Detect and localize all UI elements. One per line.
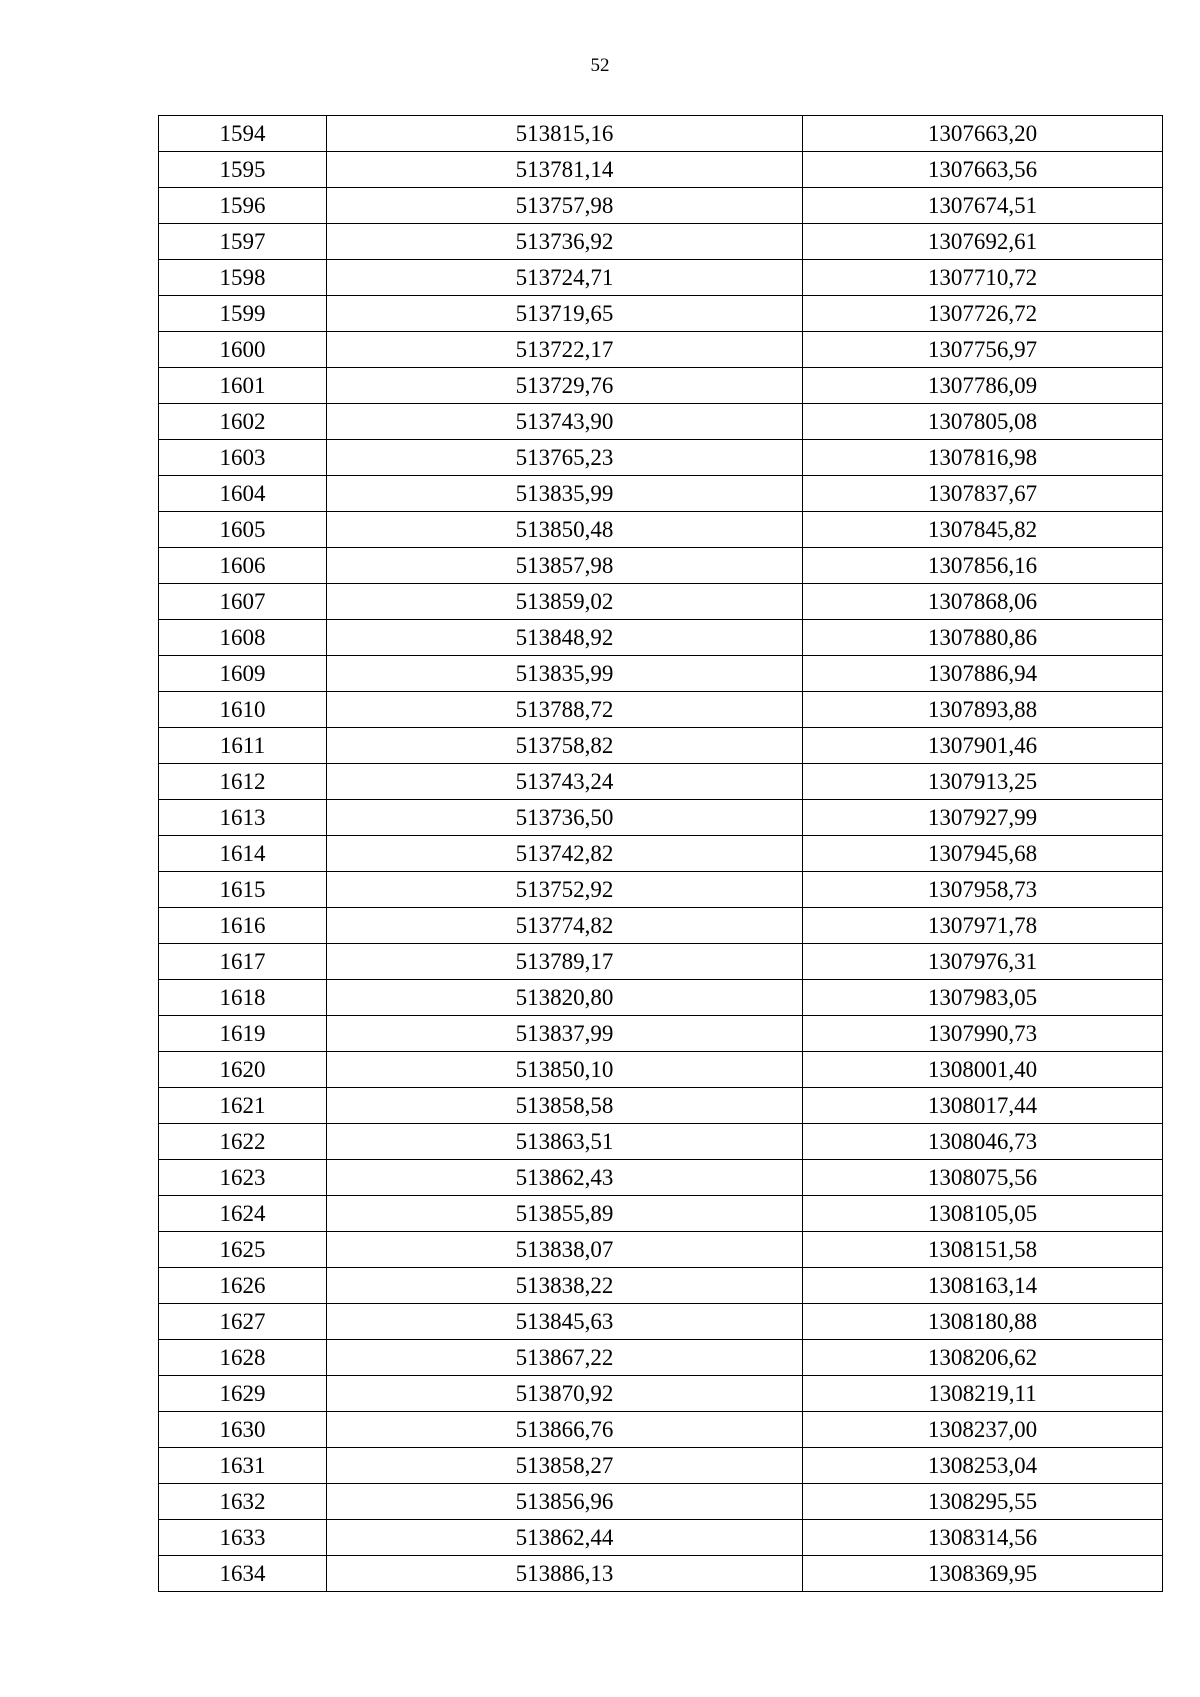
- x-coordinate-cell: 513835,99: [327, 656, 803, 692]
- table-row: [159, 296, 1163, 332]
- table-row: [159, 764, 1163, 800]
- table-row: [159, 476, 1163, 512]
- y-coordinate-cell: 1308237,00: [803, 1412, 1163, 1448]
- point-number-cell: 1632: [159, 1484, 327, 1520]
- table-row: [159, 656, 1163, 692]
- table-row: [159, 512, 1163, 548]
- point-number-cell: 1602: [159, 404, 327, 440]
- y-coordinate-cell: 1307663,56: [803, 152, 1163, 188]
- y-coordinate-cell: 1307710,72: [803, 260, 1163, 296]
- point-number-cell: 1601: [159, 368, 327, 404]
- x-coordinate-cell: 513850,48: [327, 512, 803, 548]
- y-coordinate-cell: 1308017,44: [803, 1088, 1163, 1124]
- x-coordinate-cell: 513862,44: [327, 1520, 803, 1556]
- table-row: [159, 1124, 1163, 1160]
- point-number-cell: 1630: [159, 1412, 327, 1448]
- y-coordinate-cell: 1307856,16: [803, 548, 1163, 584]
- table-row: [159, 224, 1163, 260]
- point-number-cell: 1617: [159, 944, 327, 980]
- y-coordinate-cell: 1307756,97: [803, 332, 1163, 368]
- x-coordinate-cell: 513838,07: [327, 1232, 803, 1268]
- x-coordinate-cell: 513757,98: [327, 188, 803, 224]
- x-coordinate-cell: 513848,92: [327, 620, 803, 656]
- x-coordinate-cell: 513743,24: [327, 764, 803, 800]
- point-number-cell: 1629: [159, 1376, 327, 1412]
- point-number-cell: 1595: [159, 152, 327, 188]
- point-number-cell: 1611: [159, 728, 327, 764]
- y-coordinate-cell: 1308295,55: [803, 1484, 1163, 1520]
- y-coordinate-cell: 1308180,88: [803, 1304, 1163, 1340]
- table-row: [159, 332, 1163, 368]
- x-coordinate-cell: 513837,99: [327, 1016, 803, 1052]
- table-row: [159, 800, 1163, 836]
- x-coordinate-cell: 513742,82: [327, 836, 803, 872]
- point-number-cell: 1612: [159, 764, 327, 800]
- coordinates-table-body: [159, 116, 1163, 1592]
- x-coordinate-cell: 513752,92: [327, 872, 803, 908]
- y-coordinate-cell: 1308314,56: [803, 1520, 1163, 1556]
- y-coordinate-cell: 1308163,14: [803, 1268, 1163, 1304]
- point-number-cell: 1619: [159, 1016, 327, 1052]
- y-coordinate-cell: 1307976,31: [803, 944, 1163, 980]
- point-number-cell: 1624: [159, 1196, 327, 1232]
- y-coordinate-cell: 1307971,78: [803, 908, 1163, 944]
- table-row: [159, 440, 1163, 476]
- x-coordinate-cell: 513788,72: [327, 692, 803, 728]
- table-row: [159, 1556, 1163, 1592]
- table-row: [159, 620, 1163, 656]
- y-coordinate-cell: 1307663,20: [803, 116, 1163, 152]
- y-coordinate-cell: 1307913,25: [803, 764, 1163, 800]
- table-row: [159, 944, 1163, 980]
- y-coordinate-cell: 1307990,73: [803, 1016, 1163, 1052]
- y-coordinate-cell: 1307786,09: [803, 368, 1163, 404]
- table-row: [159, 1052, 1163, 1088]
- point-number-cell: 1600: [159, 332, 327, 368]
- table-row: [159, 1196, 1163, 1232]
- x-coordinate-cell: 513858,58: [327, 1088, 803, 1124]
- y-coordinate-cell: 1308046,73: [803, 1124, 1163, 1160]
- point-number-cell: 1606: [159, 548, 327, 584]
- point-number-cell: 1614: [159, 836, 327, 872]
- x-coordinate-cell: 513866,76: [327, 1412, 803, 1448]
- x-coordinate-cell: 513781,14: [327, 152, 803, 188]
- y-coordinate-cell: 1307868,06: [803, 584, 1163, 620]
- table-row: [159, 368, 1163, 404]
- point-number-cell: 1621: [159, 1088, 327, 1124]
- y-coordinate-cell: 1308001,40: [803, 1052, 1163, 1088]
- y-coordinate-cell: 1307880,86: [803, 620, 1163, 656]
- x-coordinate-cell: 513774,82: [327, 908, 803, 944]
- point-number-cell: 1623: [159, 1160, 327, 1196]
- x-coordinate-cell: 513789,17: [327, 944, 803, 980]
- table-row: [159, 1448, 1163, 1484]
- table-row: [159, 692, 1163, 728]
- table-row: [159, 188, 1163, 224]
- x-coordinate-cell: 513838,22: [327, 1268, 803, 1304]
- x-coordinate-cell: 513736,50: [327, 800, 803, 836]
- table-row: [159, 728, 1163, 764]
- table-row: [159, 1484, 1163, 1520]
- point-number-cell: 1618: [159, 980, 327, 1016]
- table-row: [159, 872, 1163, 908]
- table-row: [159, 1088, 1163, 1124]
- table-row: [159, 980, 1163, 1016]
- y-coordinate-cell: 1308253,04: [803, 1448, 1163, 1484]
- x-coordinate-cell: 513850,10: [327, 1052, 803, 1088]
- table-row: [159, 1520, 1163, 1556]
- y-coordinate-cell: 1308206,62: [803, 1340, 1163, 1376]
- point-number-cell: 1597: [159, 224, 327, 260]
- y-coordinate-cell: 1308105,05: [803, 1196, 1163, 1232]
- y-coordinate-cell: 1307893,88: [803, 692, 1163, 728]
- table-row: [159, 1232, 1163, 1268]
- table-row: [159, 404, 1163, 440]
- table-row: [159, 584, 1163, 620]
- table-row: [159, 1268, 1163, 1304]
- y-coordinate-cell: 1307726,72: [803, 296, 1163, 332]
- y-coordinate-cell: 1307945,68: [803, 836, 1163, 872]
- x-coordinate-cell: 513765,23: [327, 440, 803, 476]
- page-number: 52: [590, 55, 610, 76]
- table-row: [159, 908, 1163, 944]
- point-number-cell: 1613: [159, 800, 327, 836]
- point-number-cell: 1634: [159, 1556, 327, 1592]
- y-coordinate-cell: 1307692,61: [803, 224, 1163, 260]
- point-number-cell: 1610: [159, 692, 327, 728]
- point-number-cell: 1608: [159, 620, 327, 656]
- x-coordinate-cell: 513729,76: [327, 368, 803, 404]
- point-number-cell: 1607: [159, 584, 327, 620]
- x-coordinate-cell: 513845,63: [327, 1304, 803, 1340]
- table-row: [159, 548, 1163, 584]
- y-coordinate-cell: 1307805,08: [803, 404, 1163, 440]
- x-coordinate-cell: 513858,27: [327, 1448, 803, 1484]
- y-coordinate-cell: 1307886,94: [803, 656, 1163, 692]
- x-coordinate-cell: 513736,92: [327, 224, 803, 260]
- point-number-cell: 1603: [159, 440, 327, 476]
- y-coordinate-cell: 1308219,11: [803, 1376, 1163, 1412]
- point-number-cell: 1620: [159, 1052, 327, 1088]
- point-number-cell: 1628: [159, 1340, 327, 1376]
- coordinates-table: [158, 115, 1163, 1592]
- table-row: [159, 1376, 1163, 1412]
- table-row: [159, 1340, 1163, 1376]
- x-coordinate-cell: 513857,98: [327, 548, 803, 584]
- point-number-cell: 1627: [159, 1304, 327, 1340]
- y-coordinate-cell: 1307837,67: [803, 476, 1163, 512]
- x-coordinate-cell: 513855,89: [327, 1196, 803, 1232]
- x-coordinate-cell: 513886,13: [327, 1556, 803, 1592]
- table-row: [159, 116, 1163, 152]
- point-number-cell: 1604: [159, 476, 327, 512]
- y-coordinate-cell: 1307901,46: [803, 728, 1163, 764]
- y-coordinate-cell: 1307845,82: [803, 512, 1163, 548]
- point-number-cell: 1598: [159, 260, 327, 296]
- y-coordinate-cell: 1307983,05: [803, 980, 1163, 1016]
- x-coordinate-cell: 513863,51: [327, 1124, 803, 1160]
- point-number-cell: 1633: [159, 1520, 327, 1556]
- x-coordinate-cell: 513722,17: [327, 332, 803, 368]
- point-number-cell: 1609: [159, 656, 327, 692]
- x-coordinate-cell: 513719,65: [327, 296, 803, 332]
- table-row: [159, 1304, 1163, 1340]
- table-row: [159, 1160, 1163, 1196]
- y-coordinate-cell: 1308151,58: [803, 1232, 1163, 1268]
- y-coordinate-cell: 1307674,51: [803, 188, 1163, 224]
- point-number-cell: 1594: [159, 116, 327, 152]
- x-coordinate-cell: 513856,96: [327, 1484, 803, 1520]
- y-coordinate-cell: 1308075,56: [803, 1160, 1163, 1196]
- y-coordinate-cell: 1307927,99: [803, 800, 1163, 836]
- point-number-cell: 1626: [159, 1268, 327, 1304]
- x-coordinate-cell: 513870,92: [327, 1376, 803, 1412]
- point-number-cell: 1596: [159, 188, 327, 224]
- point-number-cell: 1615: [159, 872, 327, 908]
- point-number-cell: 1605: [159, 512, 327, 548]
- x-coordinate-cell: 513758,82: [327, 728, 803, 764]
- point-number-cell: 1631: [159, 1448, 327, 1484]
- table-row: [159, 836, 1163, 872]
- table-row: [159, 1016, 1163, 1052]
- x-coordinate-cell: 513743,90: [327, 404, 803, 440]
- x-coordinate-cell: 513815,16: [327, 116, 803, 152]
- y-coordinate-cell: 1307958,73: [803, 872, 1163, 908]
- y-coordinate-cell: 1308369,95: [803, 1556, 1163, 1592]
- x-coordinate-cell: 513835,99: [327, 476, 803, 512]
- point-number-cell: 1625: [159, 1232, 327, 1268]
- x-coordinate-cell: 513724,71: [327, 260, 803, 296]
- table-row: [159, 1412, 1163, 1448]
- x-coordinate-cell: 513820,80: [327, 980, 803, 1016]
- table-row: [159, 260, 1163, 296]
- x-coordinate-cell: 513862,43: [327, 1160, 803, 1196]
- point-number-cell: 1622: [159, 1124, 327, 1160]
- x-coordinate-cell: 513867,22: [327, 1340, 803, 1376]
- table-row: [159, 152, 1163, 188]
- point-number-cell: 1616: [159, 908, 327, 944]
- point-number-cell: 1599: [159, 296, 327, 332]
- x-coordinate-cell: 513859,02: [327, 584, 803, 620]
- y-coordinate-cell: 1307816,98: [803, 440, 1163, 476]
